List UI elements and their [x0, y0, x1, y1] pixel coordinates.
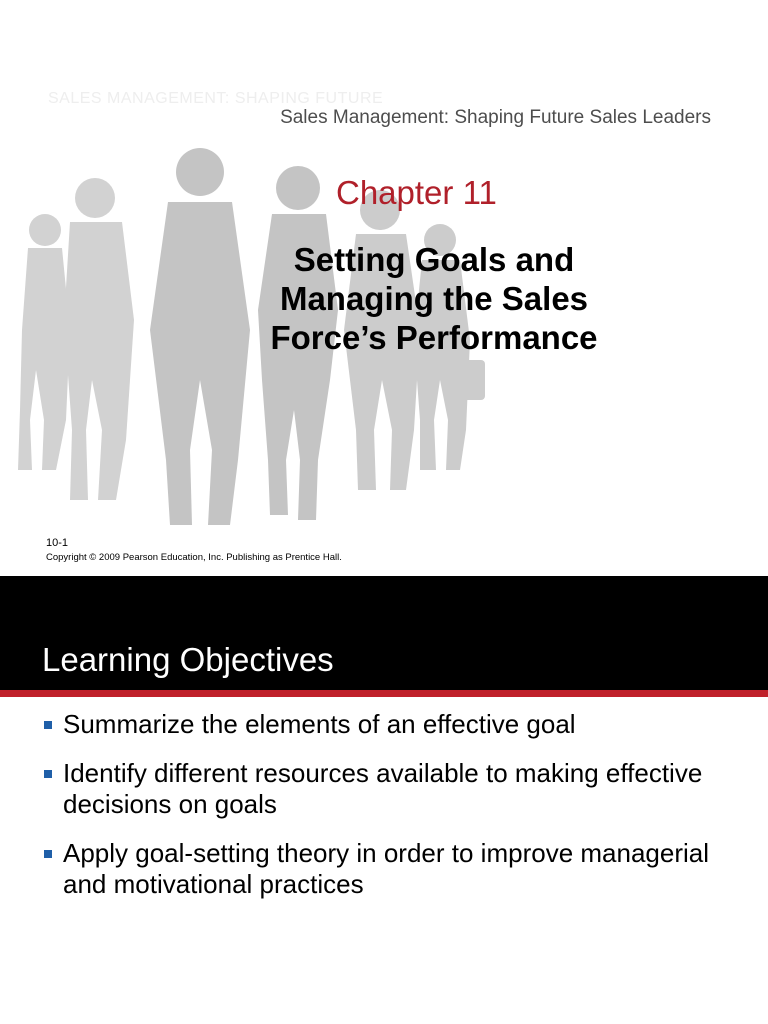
- title-line: Setting Goals and: [293, 241, 575, 278]
- header-divider: [0, 690, 768, 697]
- square-bullet-icon: [44, 721, 52, 729]
- chapter-label: Chapter 11: [336, 174, 497, 211]
- objectives-list: [44, 709, 734, 918]
- list-item-text: Summarize the elements of an effective goal: [63, 709, 576, 739]
- slide-number: 10-1: [46, 537, 69, 549]
- square-bullet-icon: [44, 850, 52, 858]
- ghost-watermark-text: SALES MANAGEMENT: SHAPING FUTURE: [48, 90, 384, 107]
- list-item-text: Apply goal-setting theory in order to improve managerial and motivational practices: [63, 838, 710, 899]
- square-bullet-icon: [44, 770, 52, 778]
- header-band: [0, 576, 768, 690]
- slide-title: [236, 240, 632, 357]
- list-item-text: Identify different resources available to making effective decisions on goals: [63, 758, 703, 819]
- list-item: [44, 838, 734, 900]
- slide-heading: Learning Objectives: [42, 641, 334, 678]
- course-subtitle: Sales Management: Shaping Future Sales Leaders: [280, 107, 711, 128]
- list-item: [44, 758, 734, 820]
- list-item: [44, 709, 734, 740]
- copyright-notice: Copyright © 2009 Pearson Education, Inc. Publishing as Prentice Hall.: [46, 552, 342, 563]
- title-line: Managing the Sales: [279, 280, 589, 317]
- title-line: Force’s Performance: [270, 319, 598, 356]
- objectives-slide: [0, 576, 768, 1024]
